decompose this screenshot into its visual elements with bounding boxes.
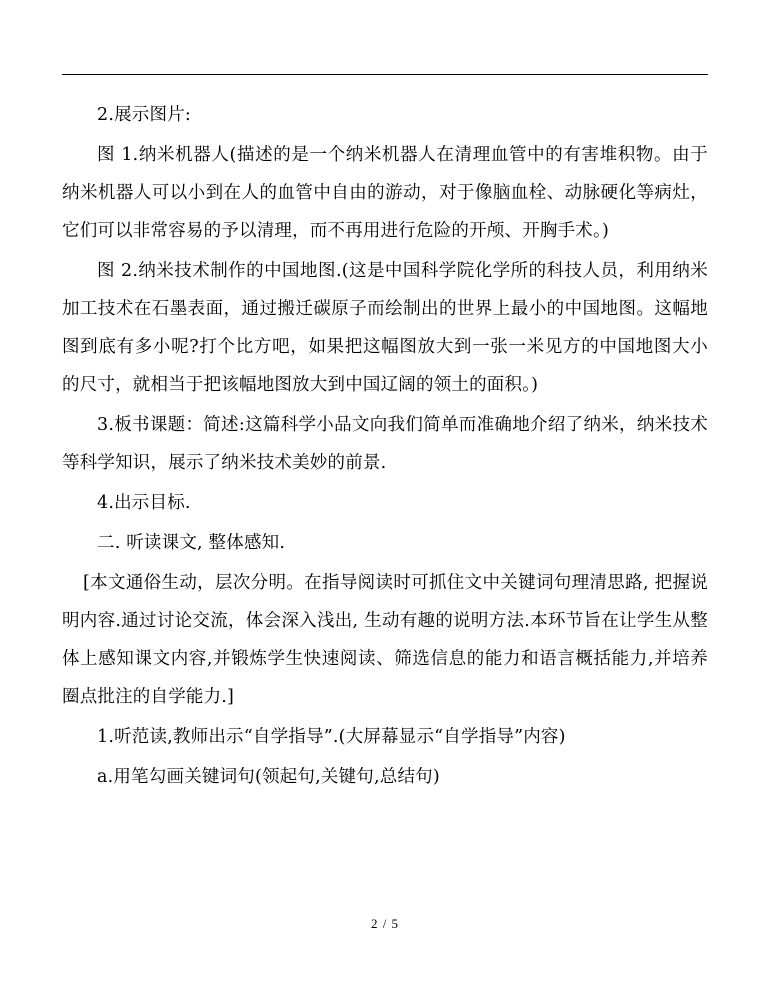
page-number: 2 / 5 [370,916,400,931]
paragraph: a.用笔勾画关键词句(领起句,关键句,总结句) [97,767,440,787]
paragraph: [本文通俗生动，层次分明。在指导阅读时可抓住文中关键词句理清思路, 把握说明内容.通过讨论交流，体会深入浅出, 生动有趣的说明方法.本环节旨在让学生从整体上感知课文内容,并锻炼学生快速阅读、筛选信息的能力和语言概括能力,并培养圈点批注的自学能力.] [62,573,708,707]
document-body [62,0,708,796]
paragraph: 2.展示图片: [97,105,191,125]
paragraph: 3.板书课题：简述:这篇科学小品文向我们简单而准确地介绍了纳米，纳米技术等科学知识，展示了纳米技术美妙的前景. [62,415,708,473]
paragraph: 图 2.纳米技术制作的中国地图.(这是中国科学院化学所的科技人员，利用纳米加工技术在石墨表面，通过搬迁碳原子而绘制出的世界上最小的中国地图。这幅地图到底有多小呢?打个比方吧，如果把这幅图放大到一张一米见方的中国地图大小的尺寸，就相当于把该幅地图放大到中国辽阔的领土的面积。) [62,261,708,395]
paragraph: 二. 听读课文, 整体感知. [97,533,286,553]
header-divider [62,74,708,75]
paragraph: 4.出示目标. [97,493,191,513]
paragraph: 1.听范读,教师出示“自学指导”.(大屏幕显示“自学指导”内容) [97,727,566,747]
paragraph: 图 1.纳米机器人(描述的是一个纳米机器人在清理血管中的有害堆积物。由于纳米机器人可以小到在人的血管中自由的游动，对于像脑血栓、动脉硬化等病灶，它们可以非常容易的予以清理，而不再用进行危险的开颅、开胸手术。) [62,145,708,241]
